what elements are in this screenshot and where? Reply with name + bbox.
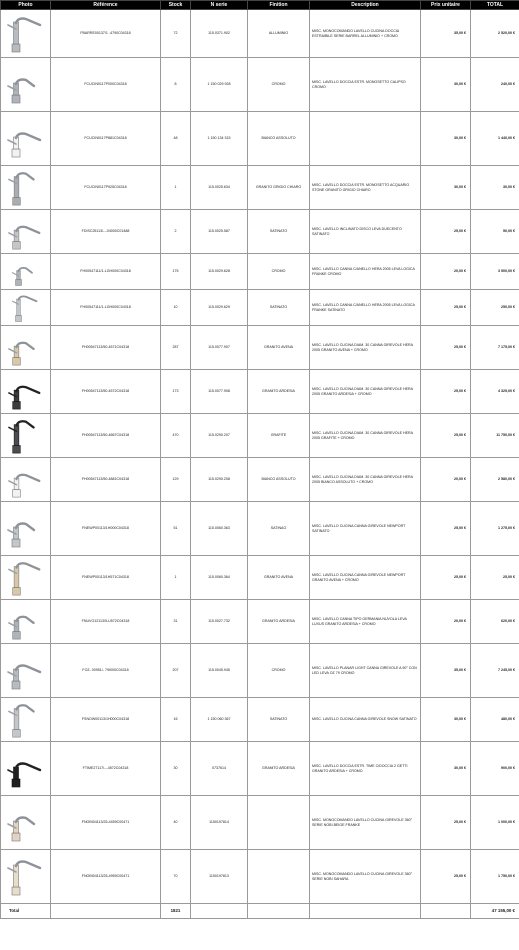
total-cell: 3 500,00 €	[471, 254, 519, 290]
swivel-faucet-ardesia-icon	[4, 373, 48, 411]
swivel-faucet-white-icon	[4, 461, 48, 499]
table-row	[1, 370, 519, 414]
description-cell: MISC. LAVELLO DOCCIA ESTR. MONOSETTO CALIPSO CROMO	[310, 58, 421, 112]
serial-cell: 115.0027.732	[191, 600, 248, 644]
reference-cell: FBARRE00137/1 -4790C04318	[51, 10, 161, 58]
long-faucet-sahara-icon	[4, 853, 48, 901]
total-empty-cell	[51, 904, 161, 919]
stock-cell: 10	[161, 290, 191, 326]
table-row	[1, 414, 519, 458]
unit-price-cell: 20,00 €	[421, 458, 471, 502]
stock-cell: 207	[161, 644, 191, 698]
stock-cell: 173	[161, 370, 191, 414]
swivel-faucet-avena-icon	[4, 329, 48, 367]
serial-cell: 115.0029.629	[191, 290, 248, 326]
reference-cell: FH00547113/50-4571C04318	[51, 326, 161, 370]
header-description: Description	[310, 1, 421, 10]
unit-price-cell: 25,00 €	[421, 502, 471, 556]
pull-out-faucet-black-icon	[4, 745, 48, 793]
unit-price-cell: 20,00 €	[421, 600, 471, 644]
spout-faucet-satin-icon	[4, 293, 48, 323]
unit-price-cell: 30,00 €	[421, 166, 471, 210]
spout-faucet-chrome-icon	[4, 257, 48, 287]
total-empty-cell	[421, 904, 471, 919]
total-empty-cell	[191, 904, 248, 919]
unit-price-cell: 35,00 €	[421, 644, 471, 698]
table-row	[1, 458, 519, 502]
table-body	[1, 10, 519, 904]
table-row	[1, 600, 519, 644]
finish-cell: CROMO	[248, 58, 310, 112]
table-row	[1, 10, 519, 58]
stock-cell: 40	[161, 796, 191, 850]
serial-cell: 115.0045.945	[191, 644, 248, 698]
unit-price-cell: 20,00 €	[421, 254, 471, 290]
table-row	[1, 210, 519, 254]
description-cell: MISC. MONOCOMANDO LAVELLO CUCINA DOCCIA ESTRAIBILE SERIE BARREL ALLUMINIO + CROMO	[310, 10, 421, 58]
total-cell: 2 580,00 €	[471, 458, 519, 502]
finish-cell: CROMO	[248, 644, 310, 698]
total-cell: 7 245,00 €	[471, 644, 519, 698]
header-reference: Référence	[51, 1, 161, 10]
serial-cell: 0737614	[191, 742, 248, 796]
table-row	[1, 742, 519, 796]
description-cell: MISC. LAVELLO CUCINA CANNA GIREVOLE SNOW SATINATO	[310, 698, 421, 742]
header-photo: Photo	[1, 1, 51, 10]
description-cell: MISC. LAVELLO DOCCIA ESTR. TIME C/DOCCIA 2 GETTI GRANITO ARDESIA + CROMO	[310, 742, 421, 796]
finish-cell: SATINATO	[248, 698, 310, 742]
finish-cell	[248, 850, 310, 904]
total-cell: 25,00 €	[471, 556, 519, 600]
description-cell: MISC. LAVELLO INCLINATO DISCO LEVA DUECENTO SATINATO	[310, 210, 421, 254]
table-row	[1, 58, 519, 112]
table-row	[1, 112, 519, 166]
reference-cell: FOZ- 00951/- 79I000C04318	[51, 644, 161, 698]
total-cell: 30,00 €	[471, 166, 519, 210]
table-header-row	[1, 1, 519, 10]
product-photo-cell	[1, 502, 51, 556]
stock-cell: 30	[161, 742, 191, 796]
stock-cell: 470	[161, 414, 191, 458]
description-cell: MISC. LAVELLO CUCINA DIAM. 30 CANNA GIREVOLE HERA 2005 GRANITO AVENA + CROMO	[310, 326, 421, 370]
product-photo-cell	[1, 644, 51, 698]
finish-cell: SATINAO	[248, 502, 310, 556]
total-cell: 1 000,00 €	[471, 796, 519, 850]
reference-cell: FNOBI04113/25-4959C00471	[51, 850, 161, 904]
stock-cell: 8	[161, 58, 191, 112]
description-cell: MISC. LAVELLO CUCINA DIAM. 30 CANNA GIREVOLE HERA 2005 GRAFITE + CROMO	[310, 414, 421, 458]
unit-price-cell: 25,00 €	[421, 850, 471, 904]
finish-cell: CROMO	[248, 254, 310, 290]
total-row	[1, 904, 519, 919]
tall-faucet-satin-2-icon	[4, 701, 48, 739]
total-cell: 4 325,00 €	[471, 370, 519, 414]
stock-cell: 51	[161, 502, 191, 556]
description-cell: MISC. LAVELLO CANNA C/ANELLO HERA 2005 LEVA LOGICA FRANKE CROMO	[310, 254, 421, 290]
unit-price-cell: 30,00 €	[421, 742, 471, 796]
description-cell: MISC. MONOCOMANDO LAVELLO CUCINA GIREVOLE 360° SERIE NOBI BEIGE FRANKE	[310, 796, 421, 850]
unit-price-cell: 25,00 €	[421, 210, 471, 254]
product-photo-cell	[1, 254, 51, 290]
table-row	[1, 796, 519, 850]
stock-cell: 72	[161, 10, 191, 58]
unit-price-cell: 25,00 €	[421, 414, 471, 458]
reference-cell: FNEWP00113/1H000C04318	[51, 502, 161, 556]
total-cell: 50,00 €	[471, 210, 519, 254]
finish-cell: GRAFITE	[248, 414, 310, 458]
reference-cell: FH00547111/1-LGH000C04318	[51, 290, 161, 326]
unit-price-cell: 25,00 €	[421, 556, 471, 600]
unit-price-cell: 30,00 €	[421, 698, 471, 742]
finish-cell: ALLUMINIO	[248, 10, 310, 58]
total-cell: 250,00 €	[471, 290, 519, 326]
description-cell: MISC. LAVELLO DOCCIA ESTR. MONOSETTO ACQUARIO STONE GRANITO GRIGIO CHIARO	[310, 166, 421, 210]
serial-cell: 115.0025.587	[191, 210, 248, 254]
stock-cell: 48	[161, 112, 191, 166]
serial-cell: 115.0371.902	[191, 10, 248, 58]
stock-cell: 2	[161, 210, 191, 254]
finish-cell	[248, 796, 310, 850]
reference-cell: FNOBI04113/25-4459C00471	[51, 796, 161, 850]
unit-price-cell: 25,00 €	[421, 370, 471, 414]
reference-cell: FH00547113/50-4881C04318	[51, 458, 161, 502]
finish-cell: SATINATO	[248, 210, 310, 254]
description-cell: MISC. LAVELLO CUCINA CANNA GIREVOLE NEWPORT GRANITO AVENA + CROMO	[310, 556, 421, 600]
total-cell: 1 750,00 €	[471, 850, 519, 904]
unit-price-cell: 25,00 €	[421, 796, 471, 850]
product-photo-cell	[1, 10, 51, 58]
product-photo-cell	[1, 458, 51, 502]
unit-price-cell: 25,00 €	[421, 326, 471, 370]
reference-cell: FDISC25113/---04000C01488	[51, 210, 161, 254]
serial-cell: 115.0060.364	[191, 556, 248, 600]
total-cell: 1 275,00 €	[471, 502, 519, 556]
product-photo-cell	[1, 850, 51, 904]
description-cell: MISC. LAVELLO CUCINA CANNA GIREVOLE NEWPORT SATINATO	[310, 502, 421, 556]
table-row	[1, 254, 519, 290]
finish-cell: GRANITO ARDESIA	[248, 742, 310, 796]
serial-cell: 1150197814	[191, 796, 248, 850]
product-photo-cell	[1, 166, 51, 210]
stock-cell: 287	[161, 326, 191, 370]
finish-cell: BIANCO ASSOLUTO	[248, 458, 310, 502]
long-faucet-beige-icon	[4, 799, 48, 847]
stock-cell: 1	[161, 556, 191, 600]
table-row	[1, 556, 519, 600]
product-photo-cell	[1, 370, 51, 414]
serial-cell: 115.0290.208	[191, 458, 248, 502]
curved-faucet-chrome-icon	[4, 603, 48, 641]
description-cell	[310, 112, 421, 166]
low-faucet-chrome-icon	[4, 61, 48, 109]
finish-cell: GRANITO AVENA	[248, 326, 310, 370]
serial-cell: 115.0077.907	[191, 326, 248, 370]
total-cell: 900,00 €	[471, 742, 519, 796]
swivel-faucet-grafite-icon	[4, 417, 48, 455]
table-row	[1, 644, 519, 698]
product-photo-cell	[1, 414, 51, 458]
total-cell: 11 750,00 €	[471, 414, 519, 458]
description-cell: MISC. LAVELLO CANNA TIPO GERMANIA NUVOLA LEVA LUXUS GRANITO ARDESIA + CROMO	[310, 600, 421, 644]
description-cell: MISC. LAVELLO CUCINA DIAM. 30 CANNA GIREVOLE HERA 2005 BIANCO ASSOLUTO + CROMO	[310, 458, 421, 502]
finish-cell: GRANITO ARDESIA	[248, 600, 310, 644]
total-cell: 620,00 €	[471, 600, 519, 644]
serial-cell: 115.0290.207	[191, 414, 248, 458]
serial-cell: 115.0025.634	[191, 166, 248, 210]
total-cell: 7 175,00 €	[471, 326, 519, 370]
serial-cell: 1 150 134 315	[191, 112, 248, 166]
stock-cell: 16	[161, 698, 191, 742]
reference-cell: FTIME27117/---4572C04318	[51, 742, 161, 796]
serial-cell: 1 150 060 367	[191, 698, 248, 742]
tall-faucet-avena-icon	[4, 559, 48, 597]
finish-cell: GRANITO ARDESIA	[248, 370, 310, 414]
unit-price-cell: 30,00 €	[421, 58, 471, 112]
serial-cell: 1 150 029 928	[191, 58, 248, 112]
tall-faucet-satin-icon	[4, 505, 48, 553]
stock-cell: 175	[161, 254, 191, 290]
reference-cell: FCUCIN0117P925C04318	[51, 166, 161, 210]
finish-cell: GRANITO AVENA	[248, 556, 310, 600]
table-row	[1, 166, 519, 210]
finish-cell: SATINATO	[248, 290, 310, 326]
header-serial: N serie	[191, 1, 248, 10]
stock-cell: 70	[161, 850, 191, 904]
product-photo-cell	[1, 556, 51, 600]
total-cell: 2 520,00 €	[471, 10, 519, 58]
product-photo-cell	[1, 698, 51, 742]
description-cell: MISC. MONOCOMANDO LAVELLO CUCINA GIREVOLE 360° SERIE NOBI SAHARA	[310, 850, 421, 904]
header-stock: Stock	[161, 1, 191, 10]
pull-out-faucet-chrome-icon	[4, 13, 48, 55]
total-cell: 1 440,00 €	[471, 112, 519, 166]
reference-cell: FNUVO12113/5-U572C04318	[51, 600, 161, 644]
product-photo-cell	[1, 290, 51, 326]
product-photo-cell	[1, 112, 51, 166]
low-faucet-white-icon	[4, 115, 48, 163]
stock-cell: 129	[161, 458, 191, 502]
product-photo-cell	[1, 600, 51, 644]
total-cell: 480,00 €	[471, 698, 519, 742]
total-empty-cell	[248, 904, 310, 919]
unit-price-cell: 30,00 €	[421, 112, 471, 166]
serial-cell: 115.0029.628	[191, 254, 248, 290]
total-stock: 1821	[161, 904, 191, 919]
product-photo-cell	[1, 210, 51, 254]
grand-total: 47 155,00 €	[471, 904, 519, 919]
square-faucet-chrome-icon	[4, 647, 48, 695]
product-photo-cell	[1, 796, 51, 850]
reference-cell: FH00547113/50-4667C04318	[51, 414, 161, 458]
reference-cell: FNEWP00113/1H571C04318	[51, 556, 161, 600]
low-faucet-grey-icon	[4, 169, 48, 207]
reference-cell: FSNOW00113/1H000C04318	[51, 698, 161, 742]
serial-cell: 1150197813	[191, 850, 248, 904]
total-label: Total	[1, 904, 51, 919]
unit-price-cell: 25,00 €	[421, 290, 471, 326]
total-empty-cell	[310, 904, 421, 919]
unit-price-cell: 35,00 €	[421, 10, 471, 58]
header-unit-price: Prix unitaire	[421, 1, 471, 10]
stock-cell: 31	[161, 600, 191, 644]
header-finish: Finition	[248, 1, 310, 10]
table-row	[1, 502, 519, 556]
table-row	[1, 326, 519, 370]
table-row	[1, 290, 519, 326]
stock-cell: 1	[161, 166, 191, 210]
finish-cell: GRANITO GRIGIO CHIARO	[248, 166, 310, 210]
header-total: TOTAL	[471, 1, 519, 10]
reference-cell: FH00547113/50-4572C04318	[51, 370, 161, 414]
product-photo-cell	[1, 326, 51, 370]
reference-cell: FCUCIN0117P881C04318	[51, 112, 161, 166]
product-photo-cell	[1, 58, 51, 112]
product-photo-cell	[1, 742, 51, 796]
description-cell: MISC. LAVELLO CUCINA DIAM. 30 CANNA GIREVOLE HERA 2005 GRANITO ARDESIA + CROMO	[310, 370, 421, 414]
total-cell: 240,00 €	[471, 58, 519, 112]
reference-cell: FH00547111/1-LGH000C04318	[51, 254, 161, 290]
description-cell: MISC. LAVELLO CANNA C/ANELLO HERA 2005 LEVA LOGICA FRANKE SATINATO	[310, 290, 421, 326]
finish-cell: BIANCO ASSOLUTO	[248, 112, 310, 166]
serial-cell: 115.0077.908	[191, 370, 248, 414]
gooseneck-faucet-satin-icon	[4, 213, 48, 251]
serial-cell: 115.0060.363	[191, 502, 248, 556]
reference-cell: FCUCIN0117P000C04318	[51, 58, 161, 112]
description-cell: MISC. LAVELLO PLANAR LIGHT CANNA GIREVOLE A 90° CON LED LEVA OZ 79 CROMO	[310, 644, 421, 698]
table-row	[1, 698, 519, 742]
table-row	[1, 850, 519, 904]
